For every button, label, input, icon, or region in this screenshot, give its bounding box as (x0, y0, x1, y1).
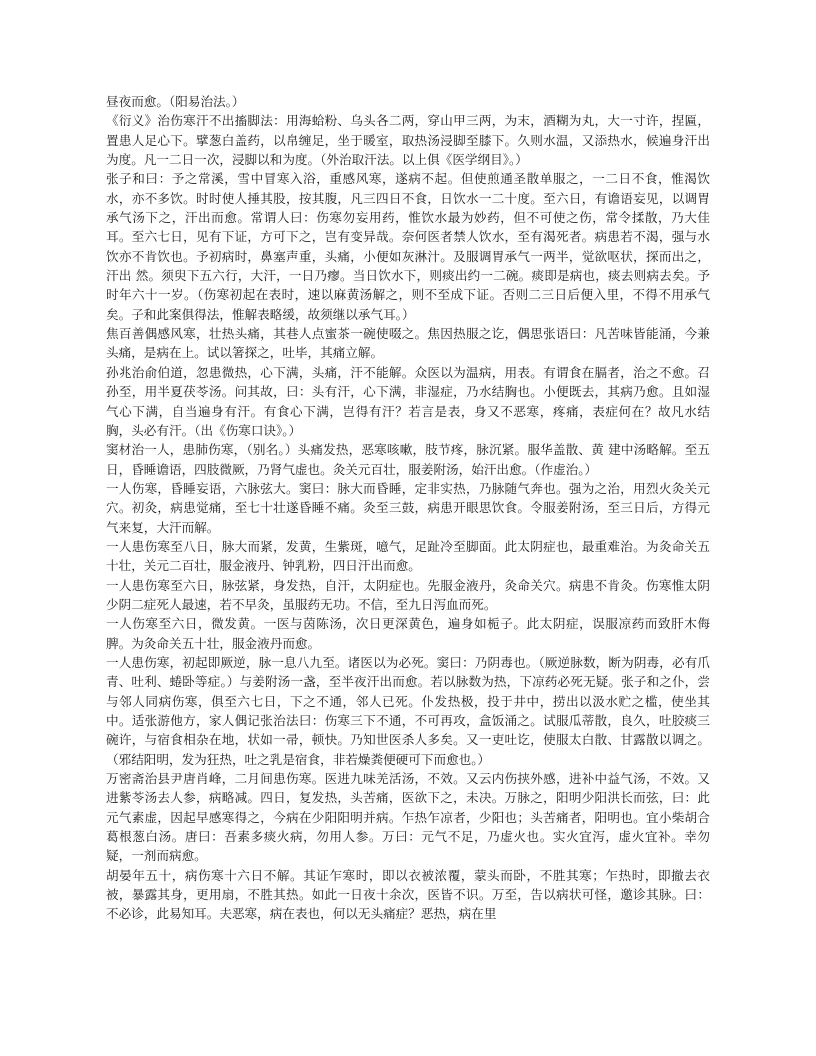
paragraph: 一人患伤寒至八日，脉大而紧，发黄，生紫斑，噫气，足趾冷至脚面。此太阴症也，最重难治。为灸命关五十壮，关元二百壮，服金液丹、钟乳粉，四日汗出而愈。 (106, 538, 710, 574)
paragraph: 一人伤寒，昏睡妄语，六脉弦大。窦曰：脉大而昏睡，定非实热，乃脉随气奔也。强为之治，用烈火灸关元穴。初灸，病患觉痛，至七十壮遂昏睡不痛。灸至三鼓，病患开眼思饮食。令服姜附汤，至三日后，方得元气来复，大汗而解。 (106, 480, 710, 535)
paragraph: 万密斋治县尹唐肖峰，二月间患伤寒。医进九味羌活汤，不效。又云内伤挟外感，进补中益气汤，不效。又进紫苓汤去人参，病略减。四日，复发热，头苦痛，医欲下之，未决。万脉之，阳明少阳洪长而弦，曰：此元气素虚，因起早感寒得之，今病在少阳阳明并病。乍热乍凉者，少阳也；头苦痛者，阳明也。宜小柴胡合葛根葱白汤。唐曰：吾素多痰火病，勿用人参。万曰：元气不足，乃虚火也。实火宜泻，虚火宜补。幸勿疑，一剂而病愈。 (106, 771, 710, 864)
paragraph: 张子和曰：予之常溪，雪中冒寒入浴，重感风寒，遂病不起。但使煎通圣散单服之，一二日不食，惟渴饮水，亦不多饮。时时使人捶其股，按其腹，凡三四日不食，日饮水一二十度。至六日，有谵语妄见，以调胃承气汤下之，汗出而愈。常谓人曰：伤寒勿妄用药，惟饮水最为妙药，但不可使之伤，常令揉散，乃大佳耳。至六七日，见有下证，方可下之，岂有变异哉。奈何医者禁人饮水，至有渴死者。病患若不渴，强与水饮亦不肯饮也。予初病时，鼻塞声重，头痛，小便如灰淋汁。及服调胃承气一两半，觉欲呕状，探而出之，汗出 然。须臾下五六行，大汗，一日乃瘳。当日饮水下，则痰出约一二碗。痰即是病也，痰去则病去矣。予时年六十一岁。（伤寒初起在表时，速以麻黄汤解之，则不至成下证。否则二三日后便入里，不得不用承气矣。子和此案俱得法，惟解表略缓，故须继以承气耳。） (106, 171, 710, 322)
paragraph: 窦材治一人，患肺伤寒，（别名。）头痛发热，恶寒咳嗽，肢节疼，脉沉紧。服华盖散、黄 建中汤略解。至五日，昏睡谵语，四肢微厥，乃肾气虚也。灸关元百壮，服姜附汤，始汗出愈。（作虚治。） (106, 442, 710, 477)
document-page (106, 92, 710, 924)
paragraph: 一人伤寒至六日，微发黄。一医与茵陈汤，次日更深黄色，遍身如栀子。此太阴症，误服凉药而致肝木侮脾。为灸命关五十壮，服金液丹而愈。 (106, 616, 710, 651)
paragraph: 《衍义》治伤寒汗不出搐脚法：用海蛤粉、乌头各二两，穿山甲三两，为末，酒糊为丸，大一寸许，捏匾，置患人足心下。擘葱白盖药，以帛缠足，坐于暖室，取热汤浸脚至膝下。久则水温，又添热水，候遍身汗出为度。凡一二日一次，浸脚以和为度。（外治取汗法。以上俱《医学纲目》。） (106, 113, 710, 168)
paragraph: 昼夜而愈。（阳易治法。） (106, 94, 245, 109)
paragraph: 一人患伤寒至六日，脉弦紧，身发热，自汗，太阴症也。先服金液丹，灸命关穴。病患不肯灸。伤寒惟太阴少阴二症死人最速，若不早灸，虽服药无功。不信，至九日泻血而死。 (106, 577, 710, 612)
paragraph: 胡晏年五十，病伤寒十六日不解。其证乍寒时，即以衣被浓覆，蒙头而卧，不胜其寒；乍热时，即撤去衣被，暴露其身，更用扇，不胜其热。如此一日夜十余次，医皆不识。万至，告以病状可怪，邀诊其脉。曰：不必诊，此易知耳。夫恶寒，病在表也，何以无头痛症？恶热，病在里 (106, 867, 710, 922)
paragraph: 焦百善偶感风寒，壮热头痛，其巷人点蜜茶一碗使啜之。焦因热服之讫，偶思张语曰：凡苦味皆能涌，今兼头痛，是病在上。试以箸探之，吐毕，其痛立解。 (106, 326, 710, 361)
paragraph: 一人患伤寒，初起即厥逆，脉一息八九至。诸医以为必死。窦曰：乃阴毒也。（厥逆脉数，断为阴毒，必有爪青、吐利、蜷卧等症。）与姜附汤一盏，至半夜汗出而愈。若以脉数为热，下凉药必死无疑。张子和之仆，尝与邻人同病伤寒，俱至六七日，下之不通，邻人已死。仆发热极，投于井中，捞出以汲水贮之槛，使坐其中。适张游他方，家人偶记张治法曰：伤寒三下不通，不可再攻，盒饭涌之。试服瓜蒂散，良久，吐胶痰三碗许，与宿食相杂在地，状如一帚，顿快。乃知世医杀人多矣。又一吏吐讫，使服太白散、甘露散以调之。（邪结阳明，发为狂热，吐之乳是宿食，非若燥粪便硬可下而愈也。） (106, 654, 710, 767)
paragraph: 孙兆治俞伯道，忽患微热，心下满，头痛，汗不能解。众医以为温病，用表。有谓食在膈者，治之不愈。召孙至，用半夏茯苓汤。问其故，曰：头有汗，心下满，非湿症，乃水结胸也。小便既去，其病乃愈。且如湿气心下满，自当遍身有汗。有食心下满，岂得有汗？若言是表，身又不恶寒，疼痛，表症何在？故凡水结胸，头必有汗。（出《伤寒口诀》。） (106, 364, 710, 438)
